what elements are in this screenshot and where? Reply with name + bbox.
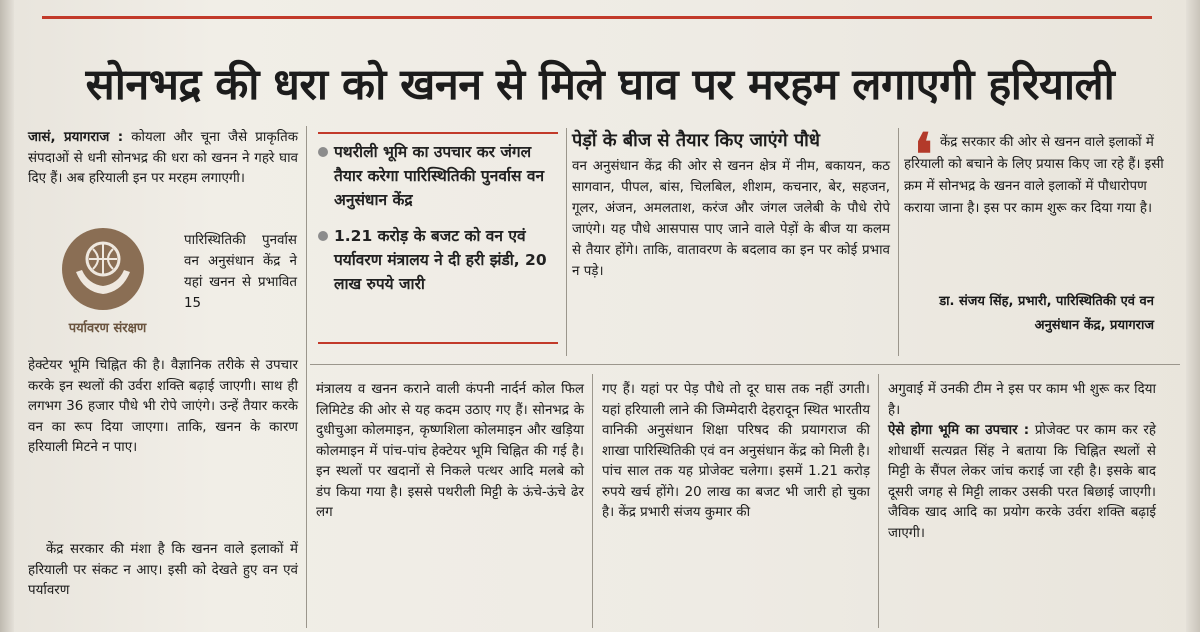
column-divider bbox=[566, 128, 567, 356]
highlight-bottom-rule bbox=[318, 342, 558, 344]
page-edge-right bbox=[1186, 0, 1200, 632]
logo bbox=[40, 228, 175, 346]
quote-text: केंद्र सरकार की ओर से खनन वाले इलाकों में हरियाली को बचाने के लिए प्रयास किए जा रहे हैं। इसी क्रम में सोनभद्र के खनन वाले इलाकों में पौधारोपण कराया जाना है। इस पर काम शुरू कर दिया गया है। bbox=[904, 135, 1164, 216]
subhead-body: वन अनुसंधान केंद्र की ओर से खनन क्षेत्र में नीम, बकायन, कठ सागवान, पीपल, बांस, चिलबिल, शीशम, कचनार, बेर, सहजन, गूलर, अंजन, अमलताश, करंज और जंगल जलेबी के पौधे रोपे जाएंगे। यह पौधे आसपास पाए जाने वाले पेड़ों के बीज या कलम से तैयार होंगे। ताकि, वातावरण के बदलाव का इन पर कोई प्रभाव न पड़े। bbox=[572, 159, 890, 279]
subhead: पेड़ों के बीज से तैयार किए जाएंगे पौधे bbox=[572, 130, 820, 151]
column2-text: मंत्रालय व खनन कराने वाली कंपनी नार्दर्न कोल फिल लिमिटेड की ओर से यह कदम उठाए गए हैं। सोनभद्र के दुधीचुआ कोलमाइन, कृष्णशिला कोलमाइन और खड़िया कोलमाइन में पांच-पांच हेक्टेयर भूमि चिह्नित की गई है। इन स्थलों पर खदानों से निकले पत्थर आदि मलबे को डंप किया गया है। इससे पथरीली मिट्टी के ऊंचे-ऊंचे ढेर लग bbox=[316, 382, 584, 520]
bullet-icon bbox=[318, 231, 328, 241]
logo-wrap-text: पारिस्थितिकी पुनर्वास वन अनुसंधान केंद्र ने यहां खनन से प्रभावित 15 bbox=[184, 233, 297, 311]
quote-mark-icon: ❛ bbox=[914, 121, 933, 189]
column-divider bbox=[592, 374, 593, 628]
column4-subhead: ऐसे होगा भूमि का उपचार : bbox=[888, 423, 1030, 438]
quote-attribution: डा. संजय सिंह, प्रभारी, पारिस्थितिकी एवं वन अनुसंधान केंद्र, प्रयागराज bbox=[939, 294, 1154, 333]
column4-text: अगुवाई में उनकी टीम ने इस पर काम भी शुरू कर दिया है। ऐसे होगा भूमि का उपचार : प्रोजेक्ट पर काम कर रहे शोधार्थी सत्यव्रत सिंह ने बताया कि चिह्नित स्थलों से मिट्टी के सैंपल लेकर जांच कराई जा रही है। इसके बाद दूसरी जगह से मिट्टी लाकर उसकी परत बिछाई जाएगी। जैविक खाद आदि का प्रयोग करके उर्वरा शक्ति बढ़ाई जाएगी। bbox=[888, 382, 1156, 541]
column-divider bbox=[898, 128, 899, 356]
column-divider bbox=[306, 126, 307, 628]
highlight-top-rule bbox=[318, 132, 558, 134]
section-divider bbox=[310, 364, 1180, 365]
top-red-rule bbox=[42, 16, 1152, 19]
lead-text: कोयला और चूना जैसे प्राकृतिक संपदाओं से धनी सोनभद्र की धरा को खनन ने गहरे घाव दिए हैं। अब हरियाली इन पर मरहम लगाएगी। bbox=[28, 130, 298, 186]
earth-in-hands-icon bbox=[62, 228, 144, 310]
column1-continued: हेक्टेयर भूमि चिह्नित की है। वैज्ञानिक तरीके से उपचार करके इन स्थलों की उर्वरा शक्ति बढ़ाई जाएगी। साथ ही लगभग 36 हजार पौधे भी रोपे जाएंगे। उन्हें तैयार करके वन का रूप दिया जाएगा। ताकि, खनन के कारण हरियाली मिटने न पाए। bbox=[28, 358, 298, 455]
bullet-icon bbox=[318, 147, 328, 157]
column-divider bbox=[878, 374, 879, 628]
page-edge-left bbox=[0, 0, 14, 632]
logo-label: पर्यावरण संरक्षण bbox=[68, 321, 147, 336]
headline: सोनभद्र की धरा को खनन से मिले घाव पर मरहम लगाएगी हरियाली bbox=[85, 59, 1115, 110]
highlight-item: पथरीली भूमि का उपचार कर जंगल तैयार करेगा पारिस्थितिकी पुनर्वास वन अनुसंधान केंद्र bbox=[316, 140, 556, 212]
highlight-item: 1.21 करोड़ के बजट को वन एवं पर्यावरण मंत्रालय ने दी हरी झंडी, 20 लाख रुपये जारी bbox=[316, 224, 556, 296]
column3-text: गए हैं। यहां पर पेड़ पौधे तो दूर घास तक नहीं उगती। यहां हरियाली लाने की जिम्मेदारी देहरादून स्थित भारतीय वानिकी अनुसंधान शिक्षा परिषद की प्रयागराज की शाखा पारिस्थितिकी एवं वन अनुसंधान केंद्र को मिली है। पांच साल तक यह प्रोजेक्ट चलेगा। इसमें 1.21 करोड़ रुपये खर्च होंगे। 20 लाख का बजट भी जारी हो चुका है। केंद्र प्रभारी संजय कुमार की bbox=[602, 382, 870, 520]
column1-paragraph2: केंद्र सरकार की मंशा है कि खनन वाले इलाकों में हरियाली पर संकट न आए। इसी को देखते हुए वन एवं पर्यावरण bbox=[28, 542, 298, 598]
highlights-box bbox=[316, 140, 556, 308]
lead-paragraph bbox=[28, 128, 298, 190]
byline: जासं, प्रयागराज : bbox=[28, 130, 124, 145]
